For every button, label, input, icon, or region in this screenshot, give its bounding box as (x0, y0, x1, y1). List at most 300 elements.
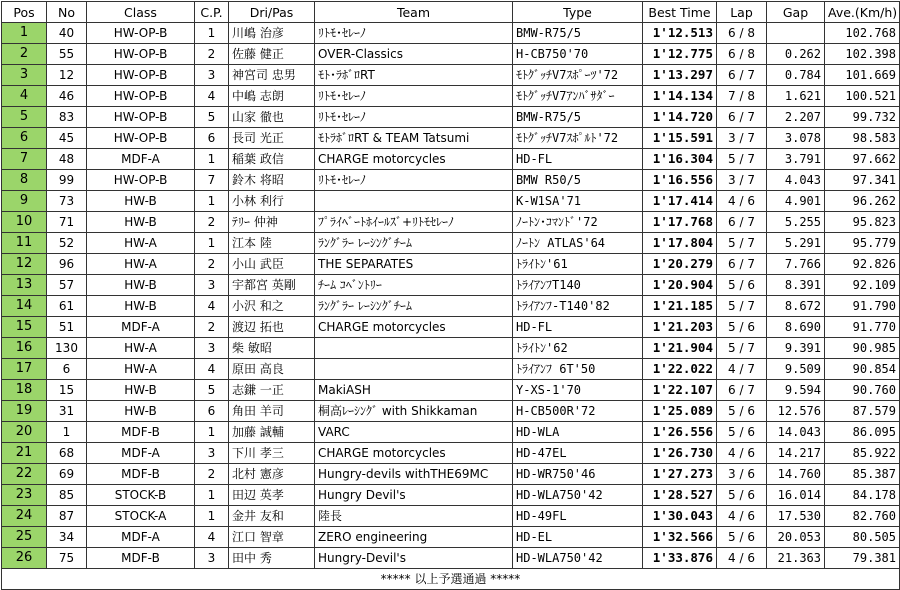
table-row (2, 527, 900, 548)
cell-class: HW-A (87, 233, 195, 254)
header-driver: Dri/Pas (229, 2, 315, 23)
table-row (2, 65, 900, 86)
cell-cp: 3 (195, 338, 229, 359)
cell-gap: 1.621 (767, 86, 825, 107)
cell-no: 52 (47, 233, 87, 254)
cell-best-time: 1'21.185 (643, 296, 717, 317)
cell-lap: 4 / 6 (717, 191, 767, 212)
cell-gap: 14.043 (767, 422, 825, 443)
cell-lap: 7 / 8 (717, 86, 767, 107)
cell-pos: 22 (2, 464, 47, 485)
cell-class: STOCK-A (87, 506, 195, 527)
cell-no: 96 (47, 254, 87, 275)
cell-gap: 8.690 (767, 317, 825, 338)
cell-driver: 田辺 英孝 (229, 485, 315, 506)
cell-cp: 1 (195, 506, 229, 527)
cell-driver: 神宮司 忠男 (229, 65, 315, 86)
cell-pos: 19 (2, 401, 47, 422)
table-body (2, 23, 900, 569)
table-row (2, 170, 900, 191)
cell-class: MDF-A (87, 317, 195, 338)
cell-cp: 1 (195, 191, 229, 212)
cell-no: 87 (47, 506, 87, 527)
cell-pos: 17 (2, 359, 47, 380)
cell-type: BMW-R75/5 (513, 23, 643, 44)
cell-lap: 3 / 7 (717, 170, 767, 191)
cell-team: ﾗﾝｸﾞﾗｰ ﾚｰｼﾝｸﾞﾁｰﾑ (315, 233, 513, 254)
cell-lap: 5 / 7 (717, 296, 767, 317)
cell-gap: 8.672 (767, 296, 825, 317)
cell-cp: 1 (195, 149, 229, 170)
cell-cp: 6 (195, 401, 229, 422)
cell-lap: 5 / 6 (717, 317, 767, 338)
cell-cp: 6 (195, 128, 229, 149)
cell-avg-speed: 80.505 (825, 527, 900, 548)
cell-driver: 宇都宮 英剛 (229, 275, 315, 296)
cell-type: HD-FL (513, 149, 643, 170)
cell-team: ﾘﾄﾓ･ｾﾚｰﾉ (315, 23, 513, 44)
cell-gap: 16.014 (767, 485, 825, 506)
table-row (2, 401, 900, 422)
cell-pos: 8 (2, 170, 47, 191)
table-row (2, 233, 900, 254)
cell-lap: 6 / 8 (717, 23, 767, 44)
cell-avg-speed: 96.262 (825, 191, 900, 212)
cell-no: 15 (47, 380, 87, 401)
cell-type: ﾉｰﾄﾝ ATLAS'64 (513, 233, 643, 254)
cell-cp: 5 (195, 380, 229, 401)
cell-avg-speed: 79.381 (825, 548, 900, 569)
cell-best-time: 1'20.904 (643, 275, 717, 296)
table-row (2, 296, 900, 317)
cell-best-time: 1'25.089 (643, 401, 717, 422)
cell-lap: 5 / 6 (717, 275, 767, 296)
cell-avg-speed: 90.985 (825, 338, 900, 359)
cell-lap: 6 / 7 (717, 380, 767, 401)
cell-pos: 13 (2, 275, 47, 296)
cell-avg-speed: 87.579 (825, 401, 900, 422)
cell-lap: 6 / 7 (717, 107, 767, 128)
cell-class: HW-B (87, 401, 195, 422)
header-avg-speed: Ave.(Km/h) (825, 2, 900, 23)
cell-class: HW-OP-B (87, 170, 195, 191)
cell-cp: 1 (195, 233, 229, 254)
table-row (2, 275, 900, 296)
cell-class: MDF-A (87, 149, 195, 170)
cell-best-time: 1'16.556 (643, 170, 717, 191)
cell-pos: 3 (2, 65, 47, 86)
cell-avg-speed: 101.669 (825, 65, 900, 86)
cell-type: HD-WLA (513, 422, 643, 443)
table-row (2, 485, 900, 506)
cell-lap: 6 / 7 (717, 212, 767, 233)
cell-pos: 4 (2, 86, 47, 107)
cell-gap: 4.901 (767, 191, 825, 212)
cell-best-time: 1'32.566 (643, 527, 717, 548)
table-row (2, 86, 900, 107)
cell-lap: 4 / 6 (717, 443, 767, 464)
cell-driver: 江本 陸 (229, 233, 315, 254)
cell-pos: 11 (2, 233, 47, 254)
cell-best-time: 1'26.730 (643, 443, 717, 464)
cell-cp: 7 (195, 170, 229, 191)
cell-gap: 9.594 (767, 380, 825, 401)
cell-class: HW-OP-B (87, 44, 195, 65)
cell-gap: 3.078 (767, 128, 825, 149)
cell-class: HW-OP-B (87, 128, 195, 149)
cell-best-time: 1'26.556 (643, 422, 717, 443)
cell-gap: 12.576 (767, 401, 825, 422)
cell-gap: 14.217 (767, 443, 825, 464)
cell-type: HD-49FL (513, 506, 643, 527)
cell-pos: 10 (2, 212, 47, 233)
header-pos: Pos (2, 2, 47, 23)
cell-best-time: 1'28.527 (643, 485, 717, 506)
table-row (2, 107, 900, 128)
cell-team: 桐高ﾚｰｼﾝｸﾞ with Shikkaman (315, 401, 513, 422)
header-no: No (47, 2, 87, 23)
cell-lap: 6 / 8 (717, 44, 767, 65)
cell-driver: 小沢 和之 (229, 296, 315, 317)
cell-lap: 5 / 7 (717, 233, 767, 254)
cell-gap: 14.760 (767, 464, 825, 485)
table-row (2, 380, 900, 401)
cell-pos: 1 (2, 23, 47, 44)
cell-driver: 佐藤 健正 (229, 44, 315, 65)
cell-team: ﾗﾝｸﾞﾗｰ ﾚｰｼﾝｸﾞﾁｰﾑ (315, 296, 513, 317)
cell-driver: 稲葉 政信 (229, 149, 315, 170)
cell-avg-speed: 97.341 (825, 170, 900, 191)
cell-pos: 9 (2, 191, 47, 212)
cell-class: MDF-B (87, 464, 195, 485)
cell-no: 73 (47, 191, 87, 212)
cell-pos: 2 (2, 44, 47, 65)
cell-pos: 15 (2, 317, 47, 338)
cell-team: VARC (315, 422, 513, 443)
cell-best-time: 1'22.022 (643, 359, 717, 380)
cell-class: MDF-A (87, 443, 195, 464)
cell-cp: 4 (195, 359, 229, 380)
cell-gap (767, 23, 825, 44)
cell-best-time: 1'12.775 (643, 44, 717, 65)
cell-driver: 鈴木 将昭 (229, 170, 315, 191)
cell-type: H-CB500R'72 (513, 401, 643, 422)
cell-best-time: 1'14.134 (643, 86, 717, 107)
cell-team: Hungry Devil's (315, 485, 513, 506)
cell-pos: 14 (2, 296, 47, 317)
cell-class: MDF-A (87, 527, 195, 548)
cell-gap: 3.791 (767, 149, 825, 170)
cell-cp: 4 (195, 296, 229, 317)
cell-no: 46 (47, 86, 87, 107)
cell-gap: 9.391 (767, 338, 825, 359)
cell-gap: 4.043 (767, 170, 825, 191)
cell-cp: 2 (195, 212, 229, 233)
cell-no: 55 (47, 44, 87, 65)
cell-avg-speed: 86.095 (825, 422, 900, 443)
cell-no: 69 (47, 464, 87, 485)
cell-type: H-CB750'70 (513, 44, 643, 65)
cell-no: 1 (47, 422, 87, 443)
table-row (2, 44, 900, 65)
table-row (2, 128, 900, 149)
cell-best-time: 1'12.513 (643, 23, 717, 44)
cell-driver: 渡辺 拓也 (229, 317, 315, 338)
cell-avg-speed: 98.583 (825, 128, 900, 149)
cell-pos: 23 (2, 485, 47, 506)
cell-avg-speed: 92.109 (825, 275, 900, 296)
cell-lap: 6 / 7 (717, 254, 767, 275)
cell-pos: 24 (2, 506, 47, 527)
cell-class: HW-B (87, 191, 195, 212)
cell-avg-speed: 91.790 (825, 296, 900, 317)
table-row (2, 548, 900, 569)
cell-no: 34 (47, 527, 87, 548)
cell-gap: 5.291 (767, 233, 825, 254)
qualified-note: ***** 以上予選通過 ***** (2, 569, 900, 590)
cell-best-time: 1'21.904 (643, 338, 717, 359)
table-row (2, 338, 900, 359)
cell-avg-speed: 99.732 (825, 107, 900, 128)
header-class: Class (87, 2, 195, 23)
cell-class: HW-OP-B (87, 23, 195, 44)
cell-type: ﾓﾄｸﾞｯﾁV7ｱﾝﾊﾞｻﾀﾞｰ (513, 86, 643, 107)
cell-lap: 4 / 6 (717, 506, 767, 527)
cell-driver: 金井 友和 (229, 506, 315, 527)
cell-gap: 7.766 (767, 254, 825, 275)
cell-avg-speed: 85.387 (825, 464, 900, 485)
cell-team: ﾁｰﾑ ｺﾍﾞﾝﾄﾘｰ (315, 275, 513, 296)
cell-avg-speed: 102.768 (825, 23, 900, 44)
cell-cp: 2 (195, 317, 229, 338)
cell-best-time: 1'15.591 (643, 128, 717, 149)
cell-gap: 2.207 (767, 107, 825, 128)
cell-class: HW-B (87, 275, 195, 296)
cell-team: MakiASH (315, 380, 513, 401)
cell-best-time: 1'27.273 (643, 464, 717, 485)
cell-avg-speed: 85.922 (825, 443, 900, 464)
cell-cp: 3 (195, 275, 229, 296)
cell-driver: 角田 羊司 (229, 401, 315, 422)
table-row (2, 464, 900, 485)
cell-class: HW-B (87, 296, 195, 317)
cell-driver: 田中 秀 (229, 548, 315, 569)
cell-no: 48 (47, 149, 87, 170)
cell-best-time: 1'16.304 (643, 149, 717, 170)
cell-lap: 5 / 7 (717, 149, 767, 170)
cell-no: 31 (47, 401, 87, 422)
cell-team (315, 359, 513, 380)
cell-class: MDF-B (87, 422, 195, 443)
cell-no: 85 (47, 485, 87, 506)
header-lap: Lap (717, 2, 767, 23)
cell-type: HD-WLA750'42 (513, 548, 643, 569)
cell-cp: 3 (195, 548, 229, 569)
cell-type: HD-FL (513, 317, 643, 338)
cell-avg-speed: 90.854 (825, 359, 900, 380)
cell-team: THE SEPARATES (315, 254, 513, 275)
cell-cp: 2 (195, 464, 229, 485)
cell-pos: 12 (2, 254, 47, 275)
cell-cp: 1 (195, 23, 229, 44)
cell-class: MDF-B (87, 548, 195, 569)
cell-gap: 21.363 (767, 548, 825, 569)
cell-no: 71 (47, 212, 87, 233)
cell-team: OVER-Classics (315, 44, 513, 65)
cell-pos: 16 (2, 338, 47, 359)
cell-driver: 長司 光正 (229, 128, 315, 149)
cell-cp: 3 (195, 443, 229, 464)
cell-lap: 4 / 6 (717, 548, 767, 569)
cell-best-time: 1'30.043 (643, 506, 717, 527)
cell-team: ﾘﾄﾓ･ｾﾚｰﾉ (315, 107, 513, 128)
cell-gap: 20.053 (767, 527, 825, 548)
cell-type: ﾓﾄｸﾞｯﾁV7ｽﾎﾟｰﾂ'72 (513, 65, 643, 86)
cell-class: HW-B (87, 212, 195, 233)
cell-driver: 志鎌 一正 (229, 380, 315, 401)
cell-type: HD-WR750'46 (513, 464, 643, 485)
cell-best-time: 1'22.107 (643, 380, 717, 401)
cell-gap: 5.255 (767, 212, 825, 233)
cell-lap: 5 / 6 (717, 422, 767, 443)
cell-driver: ﾃﾘｰ 仲神 (229, 212, 315, 233)
cell-driver: 江口 智章 (229, 527, 315, 548)
qualifying-results-table (1, 1, 900, 590)
cell-lap: 5 / 6 (717, 485, 767, 506)
footer-row (2, 569, 900, 590)
cell-no: 61 (47, 296, 87, 317)
cell-avg-speed: 102.398 (825, 44, 900, 65)
cell-avg-speed: 100.521 (825, 86, 900, 107)
cell-class: HW-OP-B (87, 86, 195, 107)
table-row (2, 254, 900, 275)
cell-best-time: 1'20.279 (643, 254, 717, 275)
cell-avg-speed: 91.770 (825, 317, 900, 338)
cell-class: HW-OP-B (87, 107, 195, 128)
cell-no: 75 (47, 548, 87, 569)
cell-cp: 3 (195, 65, 229, 86)
cell-gap: 9.509 (767, 359, 825, 380)
cell-best-time: 1'33.876 (643, 548, 717, 569)
cell-pos: 18 (2, 380, 47, 401)
cell-type: ﾄﾗｲｱﾝﾌT140 (513, 275, 643, 296)
cell-pos: 5 (2, 107, 47, 128)
cell-team (315, 338, 513, 359)
cell-type: ﾄﾗｲﾄﾝ'61 (513, 254, 643, 275)
table-row (2, 191, 900, 212)
cell-class: HW-A (87, 359, 195, 380)
cell-type: ﾉｰﾄﾝ･ｺﾏﾝﾄﾞ'72 (513, 212, 643, 233)
cell-type: HD-WLA750'42 (513, 485, 643, 506)
cell-no: 40 (47, 23, 87, 44)
cell-driver: 中嶋 志朗 (229, 86, 315, 107)
cell-class: STOCK-B (87, 485, 195, 506)
cell-driver: 山家 徹也 (229, 107, 315, 128)
table-row (2, 149, 900, 170)
cell-team: CHARGE motorcycles (315, 317, 513, 338)
cell-lap: 6 / 7 (717, 65, 767, 86)
cell-best-time: 1'13.297 (643, 65, 717, 86)
cell-best-time: 1'17.414 (643, 191, 717, 212)
header-cp: C.P. (195, 2, 229, 23)
cell-avg-speed: 90.760 (825, 380, 900, 401)
cell-team: CHARGE motorcycles (315, 443, 513, 464)
cell-gap: 8.391 (767, 275, 825, 296)
cell-pos: 6 (2, 128, 47, 149)
cell-team: Hungry-Devil's (315, 548, 513, 569)
table-row (2, 506, 900, 527)
cell-no: 83 (47, 107, 87, 128)
cell-pos: 26 (2, 548, 47, 569)
cell-gap: 0.262 (767, 44, 825, 65)
cell-cp: 1 (195, 422, 229, 443)
cell-cp: 4 (195, 527, 229, 548)
cell-type: BMW R50/5 (513, 170, 643, 191)
cell-type: HD-EL (513, 527, 643, 548)
cell-team: ﾘﾄﾓ･ｾﾚｰﾉ (315, 170, 513, 191)
cell-team (315, 191, 513, 212)
cell-lap: 4 / 7 (717, 359, 767, 380)
cell-team: ﾘﾄﾓ･ｾﾚｰﾉ (315, 86, 513, 107)
cell-avg-speed: 84.178 (825, 485, 900, 506)
cell-type: Y-XS-1'70 (513, 380, 643, 401)
cell-driver: 北村 憲彦 (229, 464, 315, 485)
cell-cp: 2 (195, 44, 229, 65)
cell-pos: 20 (2, 422, 47, 443)
cell-type: K-W1SA'71 (513, 191, 643, 212)
cell-team: ﾓﾄﾗﾎﾞﾛRT & TEAM Tatsumi (315, 128, 513, 149)
cell-team: Hungry-devils withTHE69MC (315, 464, 513, 485)
cell-type: ﾄﾗｲｱﾝﾌ-T140'82 (513, 296, 643, 317)
cell-gap: 17.530 (767, 506, 825, 527)
table-row (2, 23, 900, 44)
cell-cp: 4 (195, 86, 229, 107)
cell-best-time: 1'14.720 (643, 107, 717, 128)
cell-class: HW-A (87, 254, 195, 275)
cell-no: 12 (47, 65, 87, 86)
cell-avg-speed: 97.662 (825, 149, 900, 170)
cell-cp: 1 (195, 485, 229, 506)
cell-team: ZERO engineering (315, 527, 513, 548)
cell-lap: 3 / 6 (717, 464, 767, 485)
cell-driver: 川嶋 治彦 (229, 23, 315, 44)
cell-driver: 原田 高良 (229, 359, 315, 380)
cell-no: 57 (47, 275, 87, 296)
header-gap: Gap (767, 2, 825, 23)
cell-driver: 柴 敏昭 (229, 338, 315, 359)
table-row (2, 317, 900, 338)
header-best-time: Best Time (643, 2, 717, 23)
cell-team: CHARGE motorcycles (315, 149, 513, 170)
cell-no: 45 (47, 128, 87, 149)
cell-type: HD-47EL (513, 443, 643, 464)
cell-lap: 3 / 7 (717, 128, 767, 149)
cell-class: HW-A (87, 338, 195, 359)
cell-gap: 0.784 (767, 65, 825, 86)
cell-pos: 7 (2, 149, 47, 170)
cell-avg-speed: 82.760 (825, 506, 900, 527)
cell-type: ﾄﾗｲﾄﾝ'62 (513, 338, 643, 359)
cell-driver: 加藤 誠輔 (229, 422, 315, 443)
cell-type: ﾄﾗｲｱﾝﾌ 6T'50 (513, 359, 643, 380)
cell-no: 68 (47, 443, 87, 464)
table-row (2, 359, 900, 380)
table-row (2, 422, 900, 443)
cell-driver: 小山 武臣 (229, 254, 315, 275)
cell-avg-speed: 95.779 (825, 233, 900, 254)
table-row (2, 212, 900, 233)
cell-type: BMW-R75/5 (513, 107, 643, 128)
